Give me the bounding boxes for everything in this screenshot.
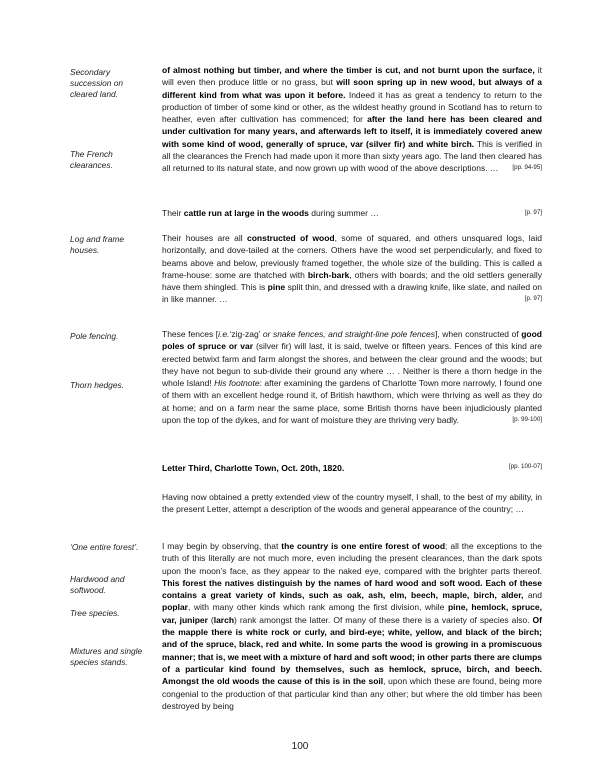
page-reference: [p. 97] bbox=[524, 209, 542, 216]
page-reference: [pp. 100-07] bbox=[508, 463, 542, 470]
paragraph-cattle: Their cattle run at large in the woods during summer … [p. 97] bbox=[162, 208, 542, 218]
page-number: 100 bbox=[291, 741, 309, 752]
page-reference: [p. 99-100] bbox=[512, 416, 542, 424]
margin-note: ‘One entire forest’. bbox=[70, 542, 139, 552]
paragraph-letter-intro: Having now obtained a pretty extended view of the country myself, I shall, to the best of my ability, in the present Letter, attempt a description of the woods and general appearance of the country; … bbox=[162, 492, 542, 515]
letter-heading bbox=[162, 463, 542, 473]
margin-note: Hardwood and softwood. bbox=[70, 574, 125, 596]
margin-note: Log and frame houses. bbox=[70, 234, 125, 256]
page-reference: [pp. 94-95] bbox=[512, 164, 542, 172]
margin-note: Secondary succession on cleared land. bbox=[70, 67, 124, 100]
paragraph-houses: Their houses are all constructed of wood, some of squared, and others unsquared logs, laid horizontally, and dove-tailed at the corners. Others have the wood set perpendicularly, and fixed to beams above and below, previously framed together, the whole size of the building. This is called a frame-house: some are thatched with birch-bark, others with boards; and the old settlers generally have them shingled. This is pine split thin, and dressed with a drawing knife, like slate, and nailed on in like manner. … [p. 97] bbox=[162, 233, 543, 305]
letter-heading-title: Letter Third, Charlotte Town, Oct. 20th, 1820. bbox=[162, 463, 345, 473]
margin-note: Mixtures and single species stands. bbox=[70, 646, 143, 668]
margin-note: Tree species. bbox=[70, 608, 120, 618]
margin-note: Pole fencing. bbox=[70, 331, 119, 341]
page-reference: [p. 97] bbox=[524, 295, 542, 303]
margin-note: Thorn hedges. bbox=[70, 380, 125, 390]
margin-note: The French clearances. bbox=[70, 149, 113, 171]
paragraph-fences: These fences [i.e.‘zig-zag’ or snake fences, and straight-line pole fences], when constructed of good poles of spruce or var (silver fir) will last, it is said, twelve or fifteen years. Fences of this kind are erected betwixt farm and farm alongst the shores, and between the clear ground and the woods; but they have not begun to sub-divide their ground any where … . Neither is there a thorn hedge in the whole Island! His footnote: after examining the gardens of Charlotte Town more narrowly, I found one of them with an excellent hedge round it, of British hawthorn, which were thriving as well as they do at home; and on a farm near the same place, some British thorns have been injudiciously planted upon the top of the dykes, and for want of moisture they are thriving very badly. [p. 99-100] bbox=[162, 329, 542, 426]
paragraph-forest: I may begin by observing, that the country is one entire forest of wood; all the exceptions to the truth of this literally are not much more, even including the present clearances, than the dark spots upon the moon’s face, as they appear to the naked eye, compared with the brighter parts thereof. This forest the natives distinguish by the names of hard wood and soft wood. Each of these contains a great variety of kinds, such as oak, ash, elm, beech, maple, birch, alder, and poplar, with many other kinds which rank among the first division, while pine, hemlock, spruce, var, juniper (larch) rank amongst the latter. Of many of these there is a variety of species also. Of the mapple there is white rock or curly, and bird-eye; white, yellow, and black of the birch; and of the spruce, black, red and white. In some parts the wood is growing in a promiscuous manner; that is, we meet with a mixture of hard and soft wood; in other parts there are clumps of a particular kind found by themselves, such as hemlock, spruce, birch, and beech. Amongst the old woods the cause of this is in the soil, upon which these are found, being more congenial to the production of that particular kind than any other; but where the old timber has been destroyed by being bbox=[162, 541, 543, 711]
paragraph-secondary-succession: of almost nothing but timber, and where the timber is cut, and not burnt upon the surface, it will even then produce little or no grass, but will soon spring up in new wood, but always of a different kind from what was upon it before. Indeed it has as great a tendency to return to the production of timber of some kind or other, as the wildest heathy ground in Scotland has to return to heather, even after cultivation has commenced; for after the land here has been cleared and under cultivation for many years, and afterwards left to itself, it is immediately covered anew with some kind of wood, generally of spruce, var (silver fir) and white birch. This is verified in all the clearances the French had made upon it more than sixty years ago. The land then cleared has all returned to its natural state, and now grown up with wood of the above descriptions. … [pp. 94-95] bbox=[162, 65, 542, 174]
